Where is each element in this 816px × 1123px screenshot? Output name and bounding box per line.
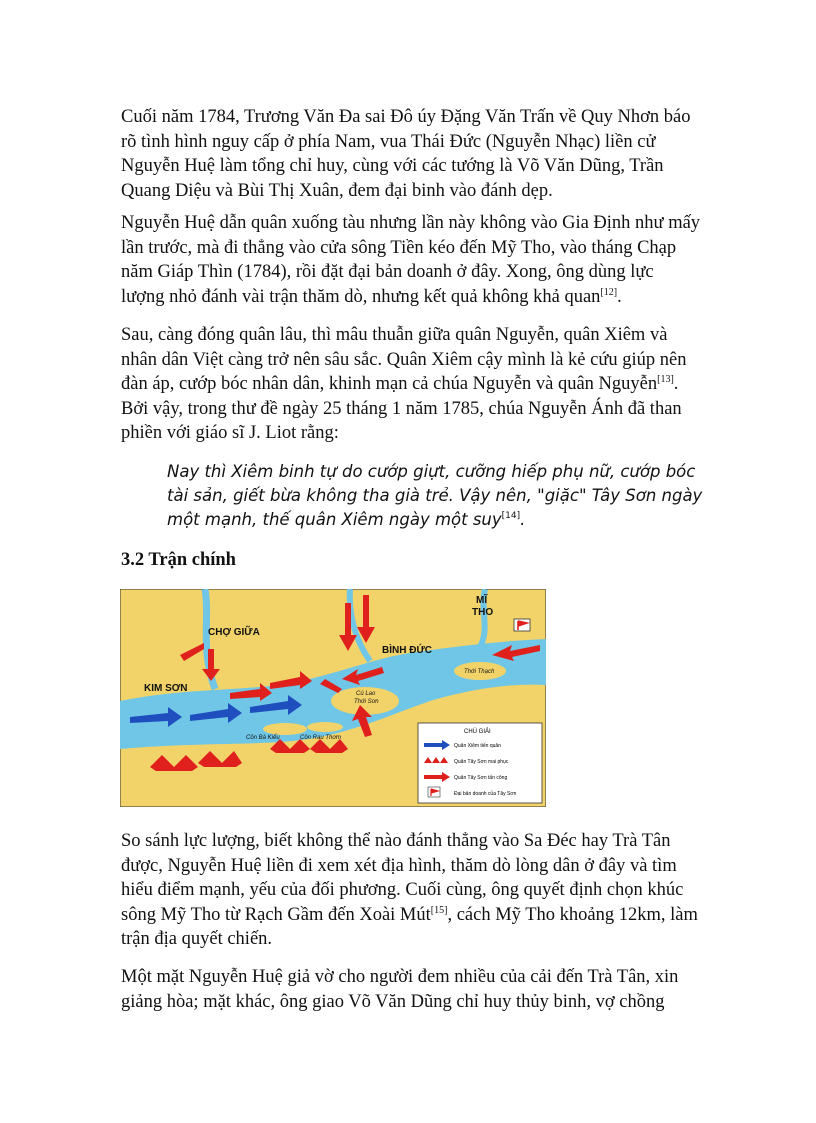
footnote-ref-14[interactable]: [14] <box>501 511 521 521</box>
label-kim-son: KIM SƠN <box>144 683 188 694</box>
label-my-tho-1: MĨ <box>476 595 488 606</box>
paragraph-5: Một mặt Nguyễn Huệ giả vờ cho người đem nhiều của cải đến Trà Tân, xin giảng hòa; mặt khác, ông giao Võ Văn Dũng chỉ huy thủy binh, vợ chồng <box>121 967 679 1012</box>
island-con-ba-kieu <box>263 723 307 735</box>
label-con-ba-kieu: Cồn Bà Kiểu <box>246 735 280 741</box>
quote-block: Nay thì Xiêm binh tự do cướp giựt, cưỡng hiếp phụ nữ, cướp bóc tài sản, giết bừa không tha già trẻ. Vậy nên, "giặc" Tây Sơn ngày một mạnh, thế quân Xiêm ngày một suy[14]. <box>167 462 703 529</box>
legend-item-4: Đại bản doanh của Tây Sơn <box>454 791 517 797</box>
label-my-tho-2: THO <box>472 607 494 618</box>
label-cu-lao: Cù Lao <box>356 691 376 697</box>
island-con-rau-thom <box>307 722 343 732</box>
legend-title: CHÚ GIẢI <box>464 729 491 735</box>
paragraph-2: Nguyễn Huệ dẫn quân xuống tàu nhưng lần này không vào Gia Định như mấy lần trước, mà đi thẳng vào cửa sông Tiền kéo đến Mỹ Tho, vào tháng Chạp năm Giáp Thìn (1784), rồi đặt đại bản doanh ở đây. Xong, ông dùng lực lượng nhỏ đánh vài trận thăm dò, nhưng kết quả không khả quan[12]. <box>121 213 701 307</box>
map-legend <box>418 723 542 803</box>
footnote-ref-13[interactable]: [13] <box>657 374 674 385</box>
battle-map-svg <box>120 589 546 807</box>
label-con-rau-thom: Cồn Rau Thơm <box>300 735 341 741</box>
paragraph-1: Cuối năm 1784, Trương Văn Đa sai Đô úy Đặng Văn Trấn về Quy Nhơn báo rõ tình hình nguy cấp ở phía Nam, vua Thái Đức (Nguyễn Nhạc) liền cử Nguyễn Huệ làm tổng chỉ huy, cùng với các tướng là Võ Văn Dũng, Trần Quang Diệu và Bùi Thị Xuân, đem đại binh vào đánh dẹp. <box>121 107 691 201</box>
legend-ambush-icon <box>424 757 448 763</box>
label-binh-duc: BÌNH ĐỨC <box>382 645 432 656</box>
footnote-ref-12[interactable]: [12] <box>600 286 618 298</box>
paragraph-3: Sau, càng đóng quân lâu, thì mâu thuẫn giữa quân Nguyễn, quân Xiêm và nhân dân Việt càng trở nên sâu sắc. Quân Xiêm cậy mình là kẻ cứu giúp nên đàn áp, cướp bóc nhân dân, khinh mạn cả chúa Nguyễn và quân Nguyễn[13]. Bởi vậy, trong thư đề ngày 25 tháng 1 năm 1785, chúa Nguyễn Ánh đã than phiền với giáo sĩ J. Liot rằng: <box>121 325 687 443</box>
footnote-ref-15[interactable]: [15] <box>430 904 448 916</box>
section-heading: 3.2 Trận chính <box>121 550 236 570</box>
label-thoi-son: Thới Sơn <box>354 699 379 705</box>
battle-map <box>120 589 546 807</box>
paragraph-4: So sánh lực lượng, biết không thể nào đánh thẳng vào Sa Đéc hay Trà Tân được, Nguyễn Huệ liền đi xem xét địa hình, thăm dò lòng dân ở đây và tìm hiểu điểm mạnh, yếu của đối phương. Cuối cùng, ông quyết định chọn khúc sông Mỹ Tho từ Rạch Gầm đến Xoài Mút[15], cách Mỹ Tho khoảng 12km, làm trận địa quyết chiến. <box>121 831 698 949</box>
label-cho-giua: CHỢ GIỮA <box>208 627 260 638</box>
label-thoi-thach: Thới Thạch <box>464 669 495 675</box>
legend-item-3: Quân Tây Sơn tấn công <box>454 775 508 781</box>
legend-item-2: Quân Tây Sơn mai phục <box>454 759 509 765</box>
legend-item-1: Quân Xiêm tiến quân <box>454 743 501 749</box>
